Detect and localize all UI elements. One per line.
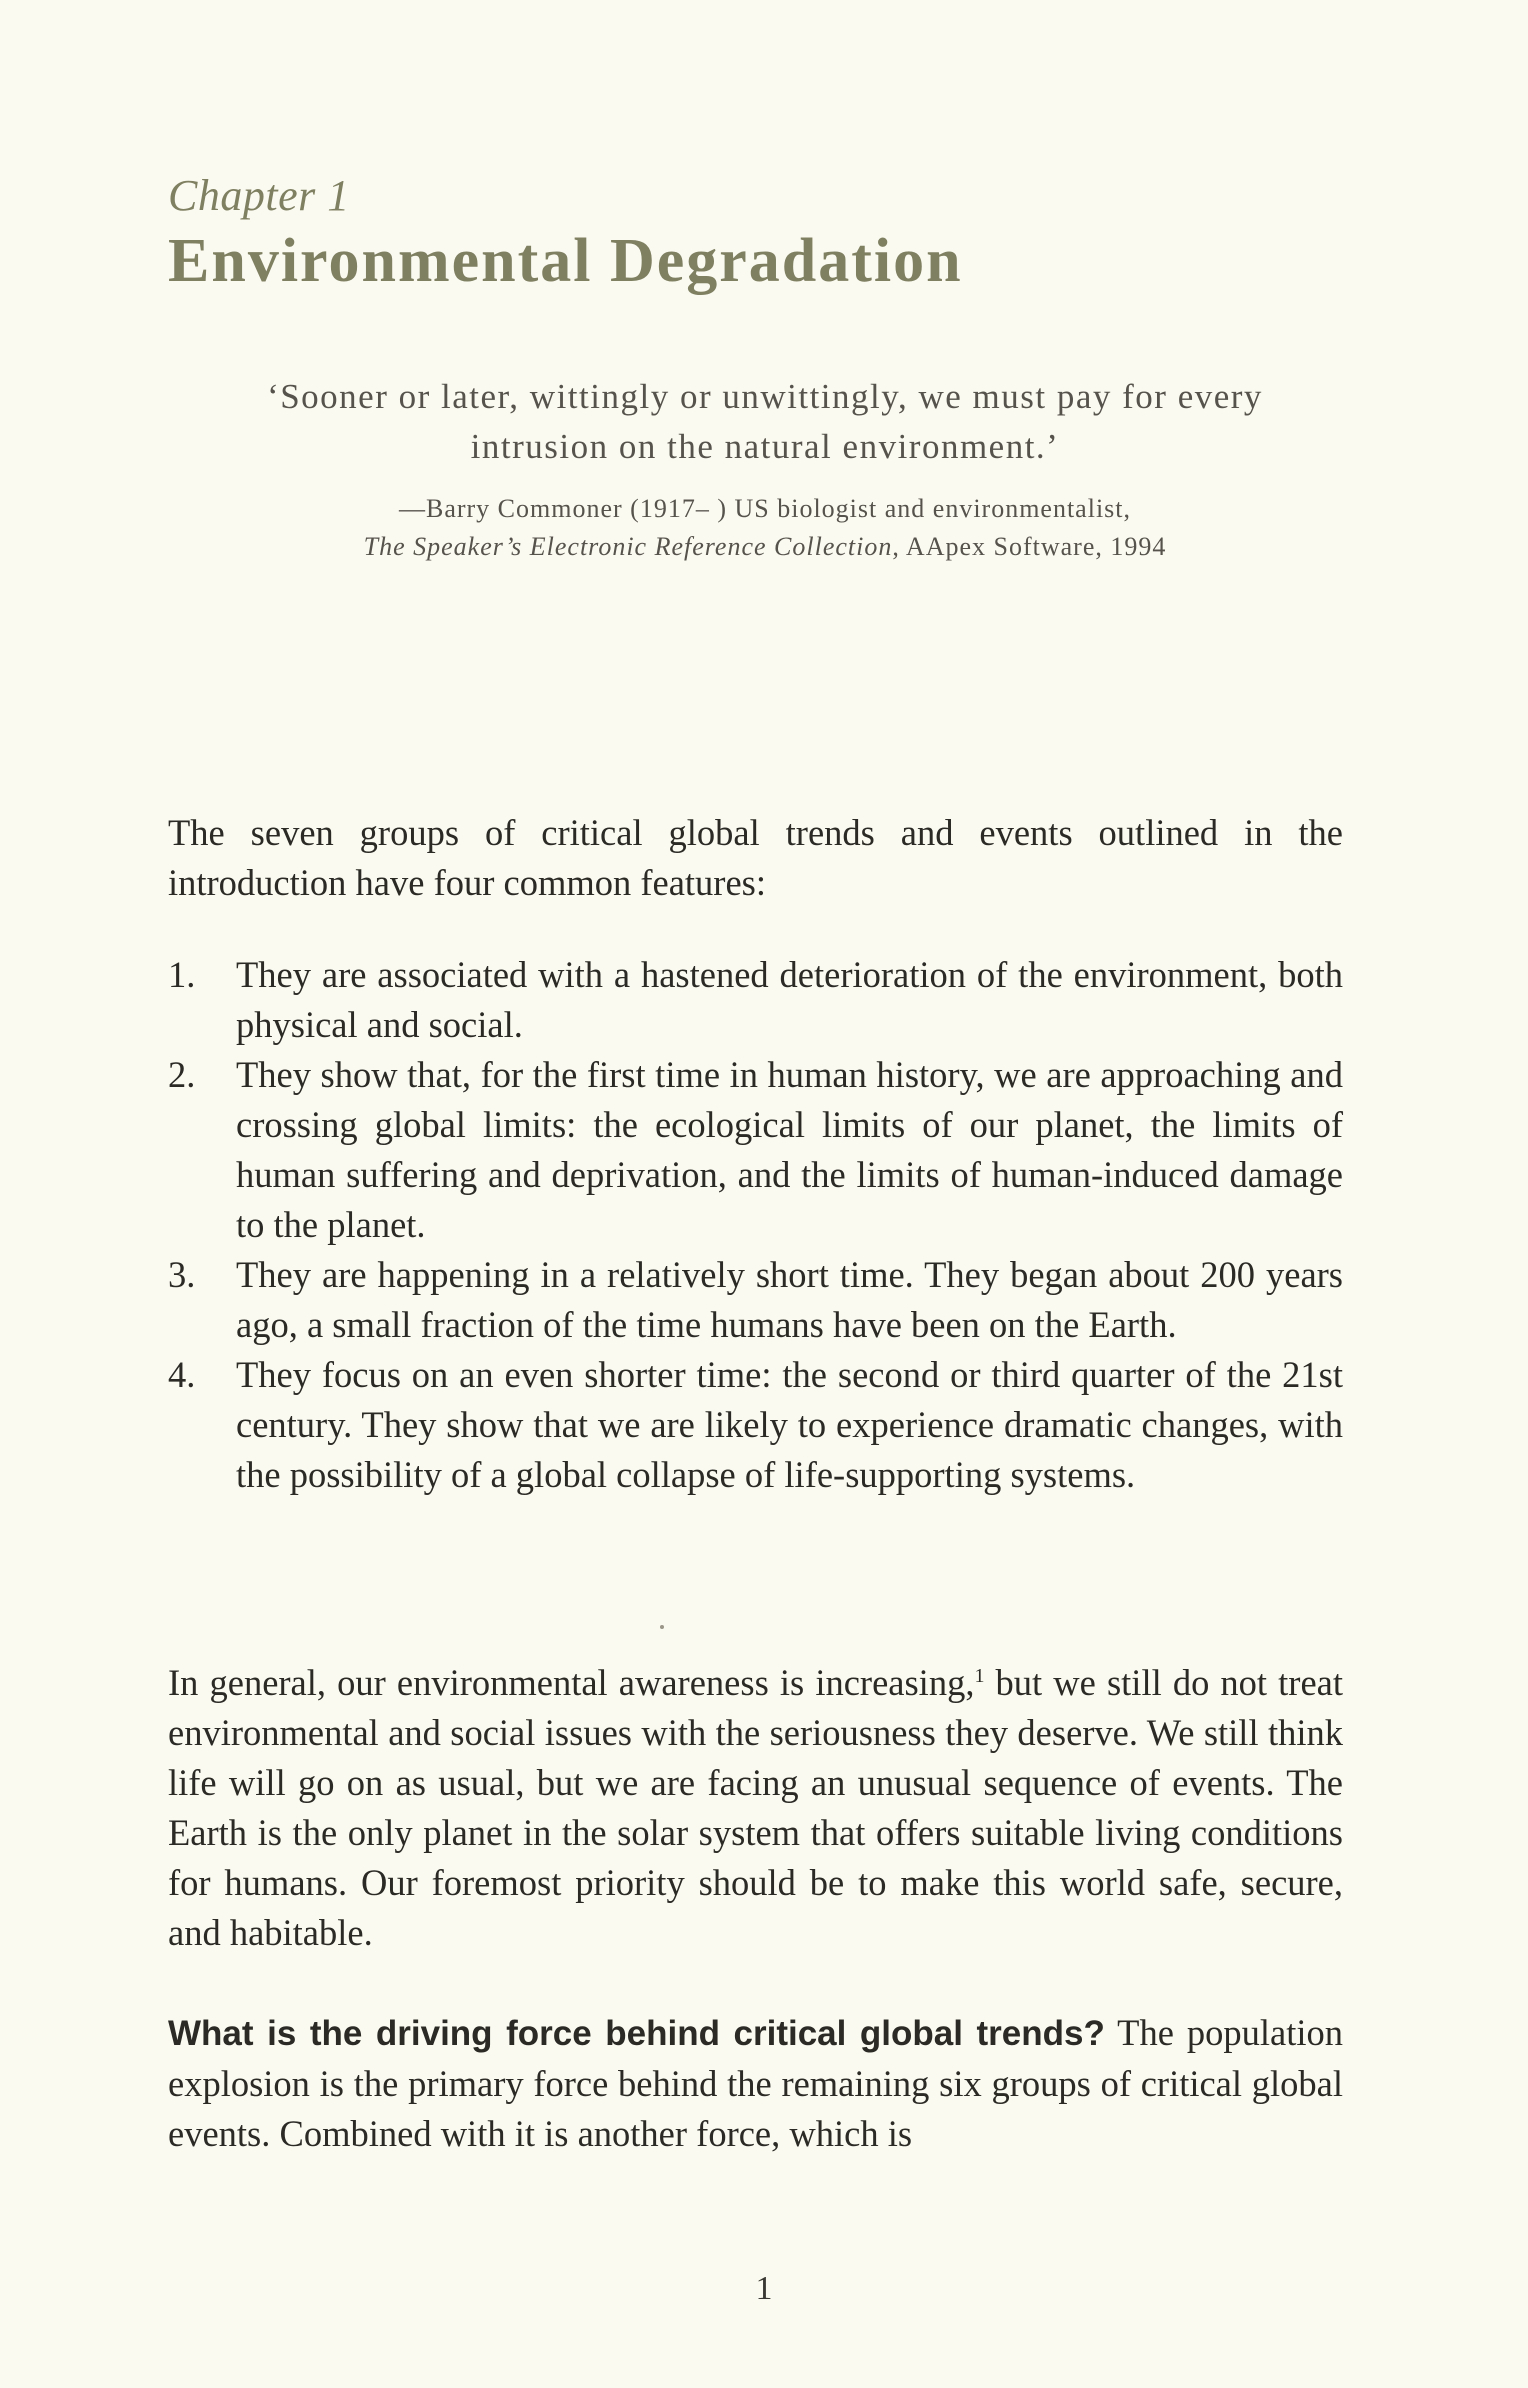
list-item-number: 3. [168, 1254, 196, 1295]
chapter-title: Environmental Degradation [168, 227, 963, 295]
stray-mark [660, 1625, 664, 1629]
awareness-paragraph [168, 1658, 1343, 1958]
features-list [168, 950, 1343, 1500]
driving-force-paragraph [168, 2008, 1343, 2159]
paragraph-text: In general, our environmental awareness is increasing, [168, 1662, 975, 1703]
attribution-source-line [160, 528, 1370, 566]
epigraph-quote-line: intrusion on the natural environment.’ [470, 427, 1060, 466]
epigraph-attribution [160, 490, 1370, 566]
paragraph-text: The population explosion is the primary force behind the remaining six groups of critical global events. Combined with it is another force, which is [168, 2012, 1343, 2154]
footnote-reference[interactable]: 1 [974, 1664, 985, 1687]
list-item-text: They are associated with a hastened deterioration of the environment, both physical and social. [236, 954, 1343, 1045]
list-item-text: They are happening in a relatively short time. They began about 200 years ago, a small fraction of the time humans have been on the Earth. [236, 1254, 1343, 1345]
page-number: 1 [755, 2270, 773, 2307]
intro-paragraph: The seven groups of critical global trends and events outlined in the introduction have four common features: [168, 812, 1343, 903]
epigraph-quote [160, 372, 1370, 472]
chapter-label: Chapter 1 [168, 171, 350, 220]
list-item-text: They focus on an even shorter time: the second or third quarter of the 21st century. They show that we are likely to experience dramatic changes, with the possibility of a global collapse of life-supporting systems. [236, 1354, 1343, 1495]
epigraph-quote-line: ‘Sooner or later, wittingly or unwittingly, we must pay for every [267, 377, 1263, 416]
list-item [168, 1250, 1343, 1350]
paragraph-text: but we still do not treat environmental and social issues with the seriousness they deserve. We still think life will go on as usual, but we are facing an unusual sequence of events. The Earth is the only planet in the solar system that offers suitable living conditions for humans. Our foremost priority should be to make this world safe, secure, and habitable. [168, 1662, 1344, 1953]
list-item-number: 2. [168, 1054, 196, 1095]
epigraph [160, 372, 1370, 566]
list-item [168, 1050, 1343, 1250]
list-item [168, 1350, 1343, 1500]
list-item-text: They show that, for the first time in human history, we are approaching and crossing global limits: the ecological limits of our planet, the limits of human suffering and deprivation, and the limits of human-induced damage to the planet. [236, 1054, 1343, 1245]
list-item [168, 950, 1343, 1050]
attribution-publisher: , AApex Software, 1994 [892, 532, 1167, 561]
list-item-number: 1. [168, 954, 196, 995]
attribution-source: The Speaker’s Electronic Reference Collection [363, 532, 893, 561]
run-in-heading: What is the driving force behind critical global trends? [168, 2014, 1105, 2053]
attribution-author: —Barry Commoner (1917– ) US biologist and environmentalist, [398, 494, 1132, 523]
list-item-number: 4. [168, 1354, 196, 1395]
